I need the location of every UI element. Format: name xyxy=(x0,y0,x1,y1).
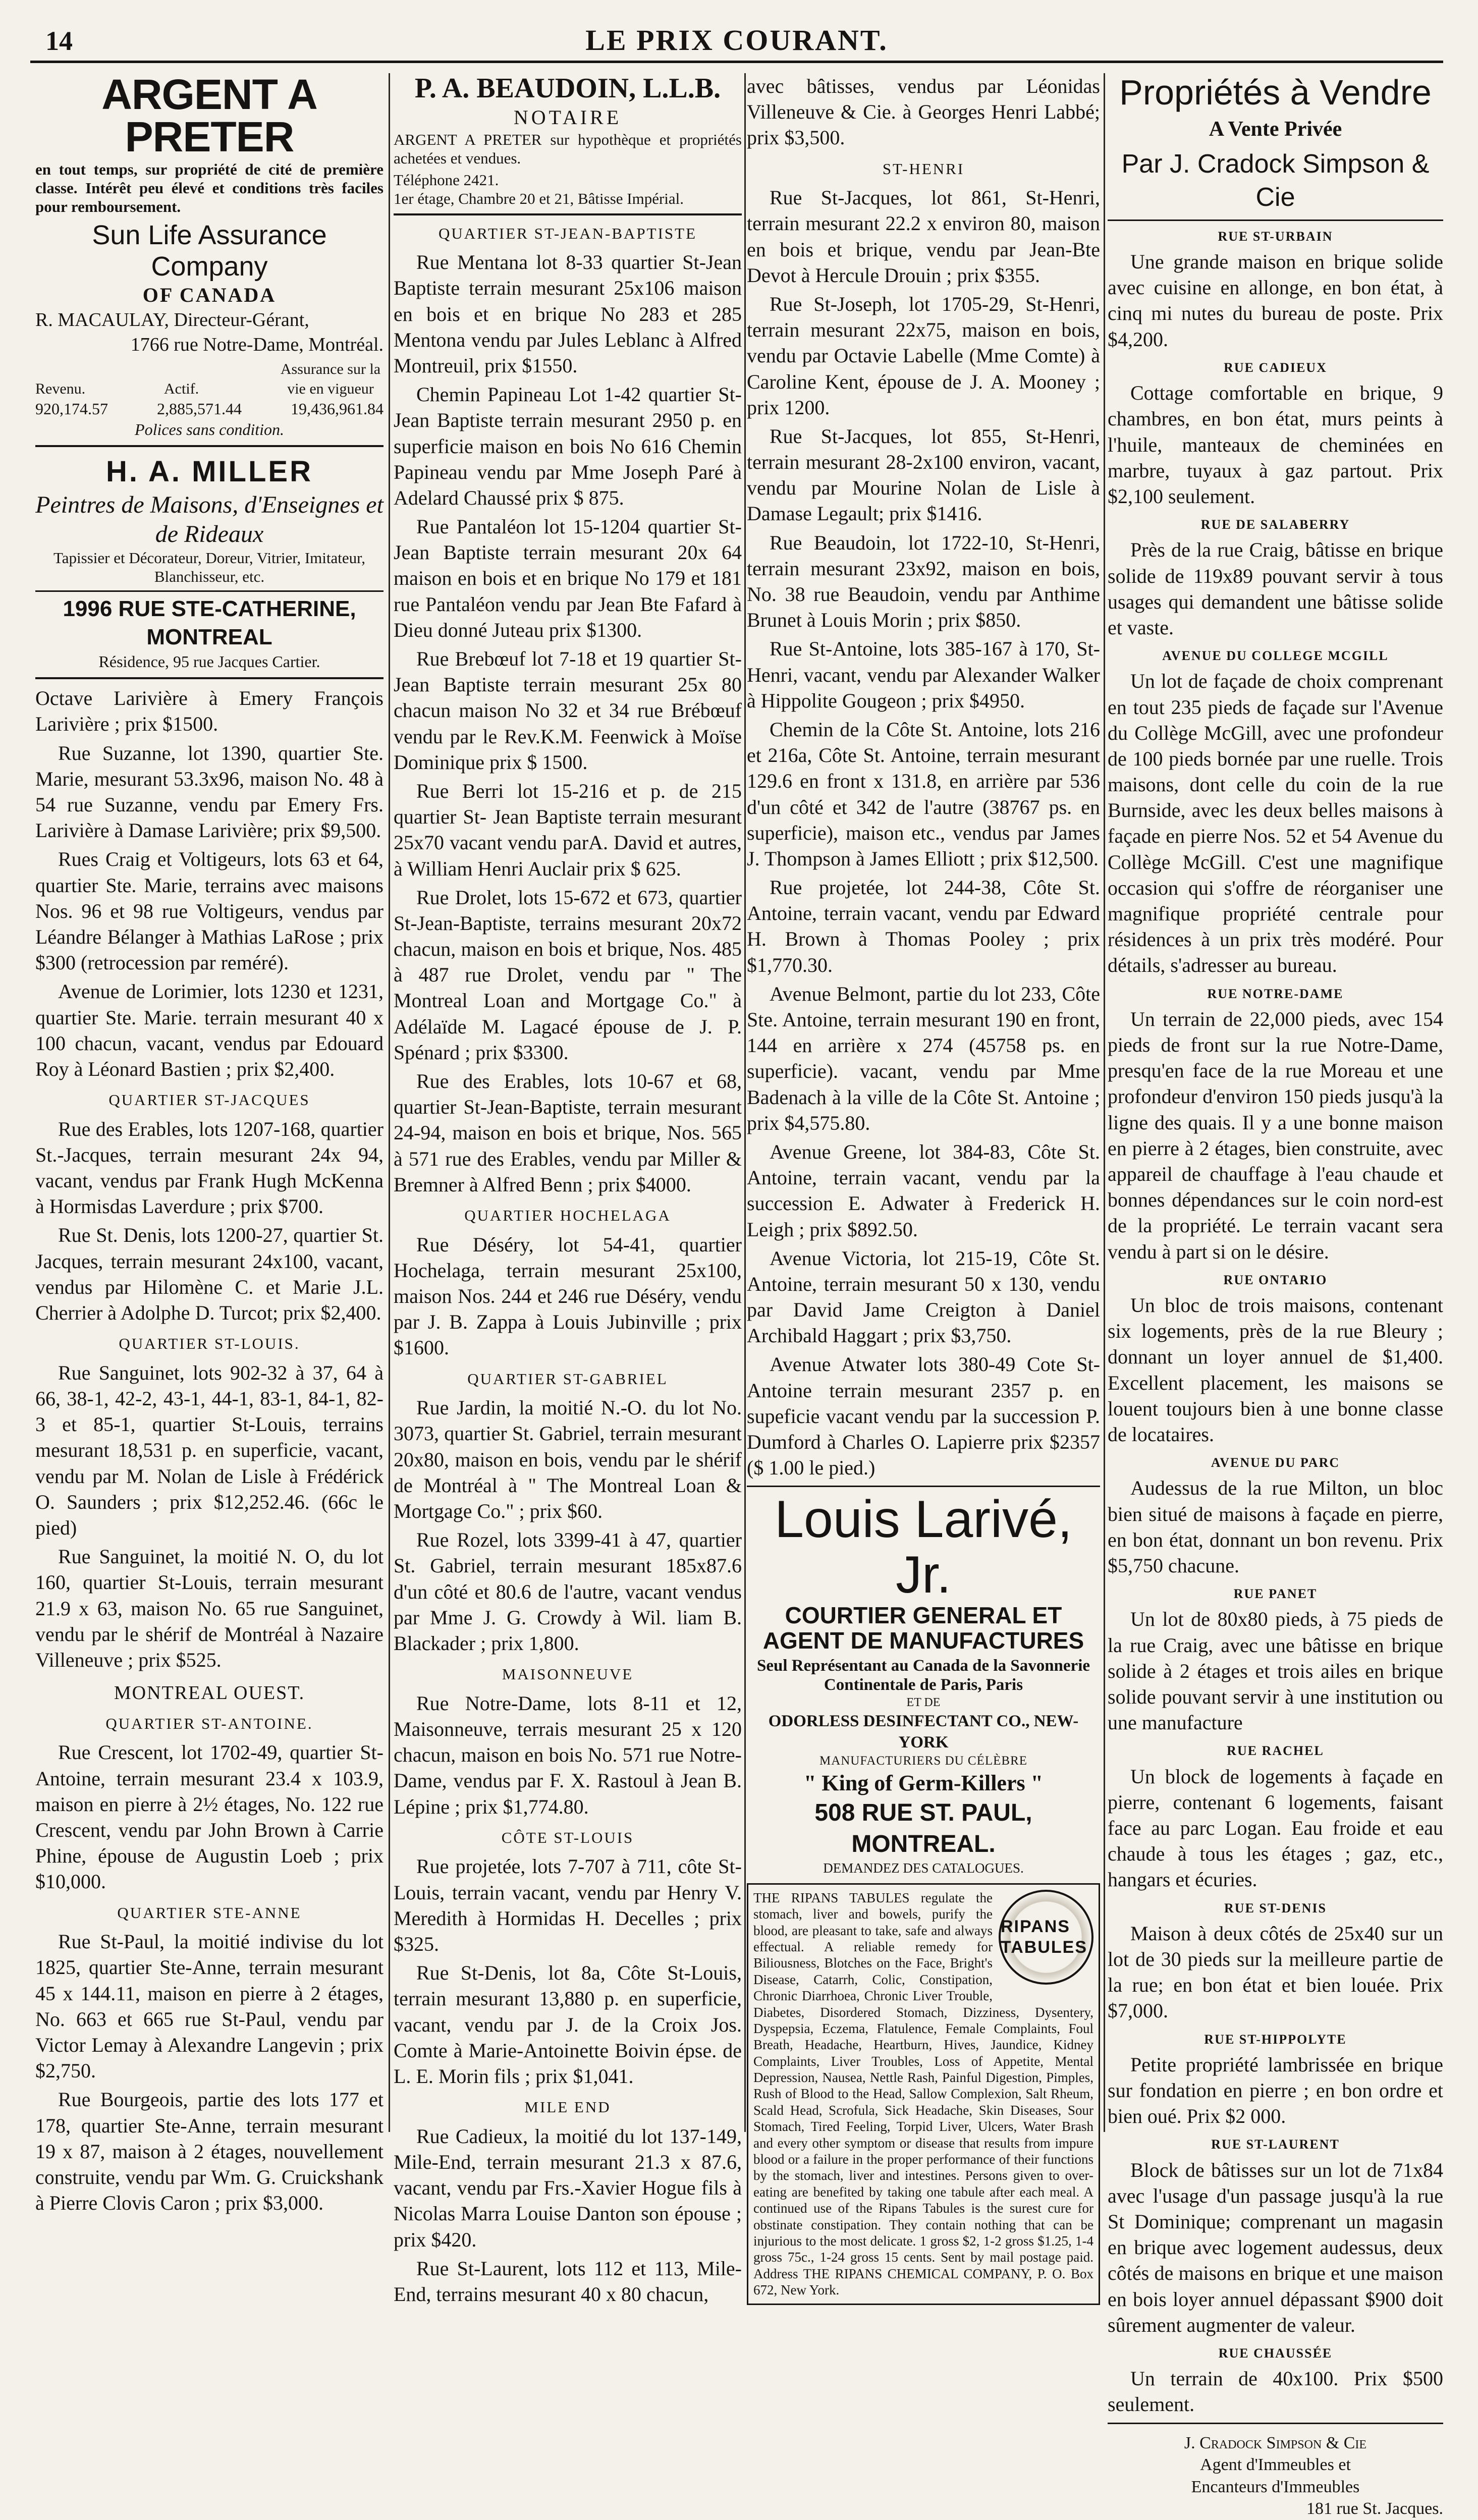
signature-line: Agent d'Immeubles et xyxy=(1200,2455,1351,2475)
beaudoin-ad xyxy=(394,73,742,215)
listing-paragraph: Rue Rozel, lots 3399-41 à 47, quartier St. Gabriel, terrain mesurant 185x87.6 d'un côté et 80.6 de l'autre, vacant vendus par Mme J. G. Crowdy à Wil. liam B. Blackader ; prix 1,800. xyxy=(394,1528,742,1655)
section-heading: QUARTIER ST-JACQUES xyxy=(108,1091,310,1109)
listing-paragraph: Chemin Papineau Lot 1-42 quartier St-Jean Baptiste terrain mesurant 2950 p. en superficie maison en bois No 616 Chemin Papineau vendu par Mme Joseph Paré à Adelard Chaussé prix $ 875. xyxy=(394,383,742,509)
larive-ad xyxy=(747,1492,1100,1877)
miller-services: Tapissier et Décorateur, Doreur, Vitrier, Imitateur, Blanchisseur, etc. xyxy=(53,549,365,586)
finance-table-header xyxy=(35,360,384,399)
miller-ad xyxy=(35,453,384,679)
policies-note: Polices sans condition. xyxy=(135,420,284,439)
listing-paragraph: Rue Beaudoin, lot 1722-10, St-Henri, terrain mesurant 23x92, maison en bois, No. 38 rue Beaudoin, vendu par Anthime Brunet à Louis Morin ; prix $850. xyxy=(747,531,1100,632)
header-revenu: Revenu. xyxy=(35,380,86,397)
ad-intro: en tout temps, sur propriété de cité de première classe. Intérêt peu élevé et conditions très faciles pour remboursement. xyxy=(35,160,384,216)
listing-paragraph: Rue Brebœuf lot 7-18 et 19 quartier St-Jean Baptiste terrain mesurant 25x 80 chacun maison No 32 et 34 rue Brébœuf vendu par le Rev.K.M. Feenwick à Moïse Dominique prix $ 1500. xyxy=(394,647,742,774)
miller-trade: Peintres de Maisons, d'Enseignes et de Rideaux xyxy=(35,491,384,547)
sun-life-ad xyxy=(35,73,384,447)
section-heading: CÔTE ST-LOUIS xyxy=(501,1828,634,1846)
finance-table-values xyxy=(35,399,384,419)
listing-paragraph: Rue des Erables, lots 10-67 et 68, quartier St-Jean-Baptiste, terrain mesurant 24-94, maison en bois et brique, Nos. 565 à 571 rue des Erables, vendu par Miller & Bremner à Alfred Benn ; prix $4000. xyxy=(394,1070,742,1196)
section-heading: ST-HENRI xyxy=(882,159,965,178)
miller-name: H. A. MILLER xyxy=(106,455,313,488)
header-actif: Actif. xyxy=(164,380,199,397)
listing-paragraph: Un lot de façade de choix comprenant en tout 235 pieds de façade sur l'Avenue du Collège McGill, avec une profondeur de 100 pieds bornée par une ruelle. Trois maisons, dont celle du coin de la rue Burnside, avec les deux belles maisons à façade en pierre Nos. 52 et 54 Avenue du Collège McGill. C'est une magnifique occasion qui s'offre de réorganiser une magnifique propriété centrale pour résidences à un prix très modéré. Pour détails, s'adresser au bureau. xyxy=(1108,670,1443,977)
divider xyxy=(1108,220,1443,221)
listing-paragraph: Audessus de la rue Milton, un bloc bien situé de maisons à façade en pierre, en bon état, donnant un bon revenu. Prix $5,750 chacune. xyxy=(1108,1476,1443,1577)
listing-paragraph: Maison à deux côtés de 25x40 sur un lot de 30 pieds sur la meilleure partie de la rue; en bon état et bien louée. Prix $7,000. xyxy=(1108,1922,1443,2022)
section-heading: RUE ONTARIO xyxy=(1223,1272,1328,1287)
listing-paragraph: Rue Notre-Dame, lots 8-11 et 12, Maisonneuve, terrais mesurant 25 x 120 chacun, maison en bois No. 571 rue Notre-Dame, vendus par F. X. Rastoul à Jean B. Lépine ; prix $1,774.80. xyxy=(394,1691,742,1818)
listing-paragraph: Une grande maison en brique solide avec cuisine en allonge, en bon état, à cinq mi nutes du bureau de poste. Prix $4,200. xyxy=(1108,250,1443,351)
listing-paragraph: Avenue Atwater lots 380-49 Cote St-Antoine terrain mesurant 2357 p. en supeficie vacant vendu par la succession P. Dumford à Charles O. Lapierre prix $2357 ($ 1.00 le pied.) xyxy=(747,1353,1100,1480)
section-heading: MONTREAL OUEST. xyxy=(114,1682,305,1704)
divider xyxy=(747,1486,1100,1487)
listing-paragraph: Rues Craig et Voltigeurs, lots 63 et 64, quartier Ste. Marie, terrains avec maisons Nos. 96 et 98 rue Voltigeurs, vendus par Léandre Bélanger à Mathias LaRose ; prix $300 (retrocession par reméré). xyxy=(35,848,384,974)
listing-paragraph: Rue St-Paul, la moitié indivise du lot 1825, quartier Ste-Anne, terrain mesurant 45 x 144.11, maison en pierre à 2 étages, No. 663 et 665 rue St-Paul, vendu par Victor Lemay à Alexandre Langevin ; prix $2,750. xyxy=(35,1930,384,2083)
signature-name: J. Cradock Simpson & Cie xyxy=(1184,2433,1367,2452)
listing-paragraph: Rue Mentana lot 8-33 quartier St-Jean Baptiste terrain mesurant 25x106 maison en bois et en brique No 283 et 285 Mentona vendu par Jules Leblanc à Alfred Montreuil, prix $1550. xyxy=(394,251,742,377)
listing-paragraph: Avenue Victoria, lot 215-19, Côte St. Antoine, terrain mesurant 50 x 130, vendu par David Jame Creigton à Daniel Archibald Haggart ; prix $3,750. xyxy=(747,1246,1100,1347)
listing-paragraph: Cottage comfortable en brique, 9 chambres, en bon état, murs peints à l'huile, manteaux de cheminées en marbre, tuyaux à gaz partout. Prix $2,100 seulement. xyxy=(1108,381,1443,508)
company-country: OF CANADA xyxy=(142,283,277,306)
section-heading: RUE CHAUSSÉE xyxy=(1218,2345,1333,2361)
notary-line: ARGENT A PRETER sur hypothèque et propriétés achetées et vendues. xyxy=(394,130,742,167)
section-heading: AVENUE DU PARC xyxy=(1211,1455,1340,1470)
company-address: 1766 rue Notre-Dame, Montréal. xyxy=(130,334,384,355)
listing-paragraph: Rue projetée, lot 244-38, Côte St. Antoine, terrain vacant, vendu par Edward H. Brown à Thomas Pooley ; prix $1,770.30. xyxy=(747,876,1100,976)
value-actif: 2,885,571.44 xyxy=(157,399,242,418)
signature-line: Encanteurs d'Immeubles xyxy=(1191,2477,1360,2496)
listing-paragraph: Rue Drolet, lots 15-672 et 673, quartier St-Jean-Baptiste, terrains mesurant 20x72 chacun, maison en bois et brique, Nos. 485 à 487 rue Drolet, vendu par " The Montreal Loan and Mortgage Co." à Adélaïde M. Lagacé épouse de J. P. Spénard ; prix $3300. xyxy=(394,886,742,1064)
column-2 xyxy=(394,73,742,2306)
section-heading: RUE ST-HIPPOLYTE xyxy=(1204,2032,1347,2047)
column-divider xyxy=(1104,73,1105,2132)
company-name: Sun Life Assurance Company xyxy=(92,220,327,282)
listing-paragraph: Rue St-Denis, lot 8a, Côte St-Louis, terrain mesurant 13,880 p. en superficie, vacant, vendu par J. de la Croix Jos. Comte à Marie-Antoinette Boivin épse. de L. E. Morin fils ; prix $1,041. xyxy=(394,1961,742,2088)
listing-paragraph: avec bâtisses, vendus par Léonidas Villeneuve & Cie. à Georges Henri Labbé; prix $3,500. xyxy=(747,75,1100,149)
larive-rep: Seul Représentant au Canada de la Savonnerie Continentale de Paris, Paris xyxy=(756,1656,1090,1694)
column-divider xyxy=(389,73,390,2132)
listing-paragraph: Rue St-Laurent, lots 112 et 113, Mile-End, terrains mesurant 40 x 80 chacun, xyxy=(394,2257,742,2306)
section-heading: MAISONNEUVE xyxy=(502,1665,634,1683)
listing-paragraph: Rue Sanguinet, la moitié N. O, du lot 160, quartier St-Louis, terrain mesurant 21.9 x 63, maison No. 65 rue Sanguinet, vendu par le shérif de Montréal à Nazaire Villeneuve ; prix $525. xyxy=(35,1545,384,1671)
larive-et-de: ET DE xyxy=(906,1695,941,1709)
listing-paragraph: Rue Déséry, lot 54-41, quartier Hochelaga, terrain mesurant 25x100, maison Nos. 244 et 246 rue Déséry, vendu par J. B. Zappa à Louis Jubinville ; prix $1600. xyxy=(394,1233,742,1359)
larive-catalogue: DEMANDEZ DES CATALOGUES. xyxy=(823,1860,1024,1876)
listing-paragraph: Rue Jardin, la moitié N.-O. du lot No. 3073, quartier St. Gabriel, terrain mesurant 20x80, maison en bois, vendu par le shérif de Montréal à " The Montreal Loan & Mortgage Co." ; prix $60. xyxy=(394,1396,742,1522)
header-assurance: Assurance sur la vie en vigueur xyxy=(280,361,381,397)
listing-paragraph: Rue Cadieux, la moitié du lot 137-149, Mile-End, terrain mesurant 21.3 x 87.6, vacant, vendu par Frs.-Xavier Hogue fils à Nicolas Marra Louise Danton son épouse ; prix $420. xyxy=(394,2124,742,2251)
value-assurance: 19,436,961.84 xyxy=(291,399,384,418)
listing-paragraph: Petite propriété lambrissée en brique sur fondation en pierre ; en bon ordre et bien oué. Prix $2 000. xyxy=(1108,2053,1443,2128)
larive-product: " King of Germ-Killers " xyxy=(803,1771,1044,1796)
listing-paragraph: Un block de logements à façade en pierre, contenant 6 logements, faisant face au parc Logan. Eau froide et eau chaude à tous les étages ; gaz, etc., hangars et écuries. xyxy=(1108,1765,1443,1891)
larive-makers: MANUFACTURIERS DU CÉLÈBRE xyxy=(819,1754,1028,1768)
section-heading: QUARTIER HOCHELAGA xyxy=(464,1206,671,1224)
larive-address: 508 RUE ST. PAUL, MONTREAL. xyxy=(814,1799,1032,1857)
miller-residence: Résidence, 95 rue Jacques Cartier. xyxy=(98,652,320,671)
listing-paragraph: Près de la rue Craig, bâtisse en brique solide de 119x89 pouvant servir à tous usages qui demandent une bâtisse solide et vaste. xyxy=(1108,538,1443,639)
listing-paragraph: Un lot de 80x80 pieds, à 75 pieds de la rue Craig, avec une bâtisse en brique solide à 2 étages et trois ailes en brique solide pouvant servir à une institution ou une manufacture xyxy=(1108,1608,1443,1734)
notary-title: NOTAIRE xyxy=(513,105,622,129)
listing-paragraph: Rue St-Antoine, lots 385-167 à 170, St-Henri, vacant, vendu par Alexander Walker à Hippolite Gougeon ; prix $4950. xyxy=(747,637,1100,712)
listing-paragraph: Rue Suzanne, lot 1390, quartier Ste. Marie, mesurant 53.3x96, maison No. 48 à 54 rue Suzanne, vendu par Emery Frs. Larivière à Damase Larivière; prix $9,500. xyxy=(35,741,384,842)
listing-paragraph: Avenue Belmont, partie du lot 233, Côte Ste. Antoine, terrain mesurant 190 en front, 144 en arrière x 274 (45758 ps. en superficie). vacant, vendu par Mme Badenach à la ville de la Côte St. Antoine ; prix $4,575.80. xyxy=(747,982,1100,1134)
section-heading: RUE ST-DENIS xyxy=(1224,1900,1327,1915)
properties-sub: A Vente Privée xyxy=(1209,118,1342,141)
listing-paragraph: Chemin de la Côte St. Antoine, lots 216 et 216a, Côte St. Antoine, terrain mesurant 129.6 en front x 131.8, en arrière par 536 d'un côté et 342 de l'autre (38767 ps. en superficie), maison etc., vendus par James J. Thompson à James Elliott ; prix $12,500. xyxy=(747,718,1100,870)
ripans-seal-icon: RIPANS TABULES xyxy=(999,1890,1093,1985)
listing-paragraph: Avenue de Lorimier, lots 1230 et 1231, quartier Ste. Marie. terrain mesurant 40 x 100 chacun, vacant, vendus par Edouard Roy à Léonard Bastien ; prix $2,400. xyxy=(35,980,384,1080)
value-revenu: 920,174.57 xyxy=(35,399,108,418)
listing-paragraph: Rue St-Jacques, lot 861, St-Henri, terrain mesurant 22.2 x environ 80, maison en bois et brique, vendu par Jean-Bte Devot à Hercule Drouin ; prix $355. xyxy=(747,186,1100,287)
listing-paragraph: Rue des Erables, lots 1207-168, quartier St.-Jacques, terrain mesurant 24x 94, vacant, vendus par Frank Hugh McKenna à Hormisdas Laverdure ; prix $700. xyxy=(35,1117,384,1218)
section-heading: MILE END xyxy=(524,2098,611,2116)
listing-paragraph: Un terrain de 22,000 pieds, avec 154 pieds de front sur la rue Notre-Dame, presqu'en face de la rue Moreau et une profondeur d'environ 150 pieds jusqu'à la ligne des quais. Il y a une bonne maison en pierre à 2 étages, bien construite, avec appareil de chauffage à l'eau chaude et bonnes dépendances sur le coin nord-est de la propriété. Le terrain vacant sera vendu à part si on le désire. xyxy=(1108,1007,1443,1263)
notary-phone: Téléphone 2421. xyxy=(394,171,499,189)
journal-title: LE PRIX COURANT. xyxy=(585,24,888,57)
column-4 xyxy=(1108,73,1443,2518)
ad-headline: ARGENT A PRETER xyxy=(101,71,317,160)
properties-headline: Propriétés à Vendre xyxy=(1119,73,1432,112)
listing-paragraph: Rue projetée, lots 7-707 à 711, côte St-Louis, terrain vacant, vendu par Henry V. Meredith à Hormidas H. Decelles ; prix $325. xyxy=(394,1855,742,1955)
miller-address: 1996 RUE STE-CATHERINE, MONTREAL xyxy=(35,590,384,652)
listing-paragraph: Rue St-Jacques, lot 855, St-Henri, terrain mesurant 28-2x100 environ, vacant, vendu par Mourine Nolan de Lisle à Damase Legault; prix $1416. xyxy=(747,424,1100,525)
section-heading: QUARTIER ST-LOUIS. xyxy=(119,1335,300,1353)
section-heading: RUE ST-URBAIN xyxy=(1218,229,1333,244)
section-heading: RUE NOTRE-DAME xyxy=(1207,986,1344,1001)
listing-paragraph: Rue St. Denis, lots 1200-27, quartier St. Jacques, terrain mesurant 24x100, vacant, vendus par Hilomène C. et Marie J.L. Cherrier à Adolphe D. Turcot; prix $2,400. xyxy=(35,1224,384,1325)
divider xyxy=(1108,2423,1443,2424)
section-heading: QUARTIER ST-GABRIEL xyxy=(467,1369,668,1388)
larive-title: COURTIER GENERAL ET AGENT DE MANUFACTURES xyxy=(762,1602,1084,1654)
column-divider xyxy=(744,73,746,2132)
listing-paragraph: Octave Larivière à Emery François Larivière ; prix $1500. xyxy=(35,687,384,736)
column-1 xyxy=(35,71,384,2215)
notary-office: 1er étage, Chambre 20 et 21, Bâtisse Impérial. xyxy=(394,190,684,208)
listing-paragraph: Rue Pantaléon lot 15-1204 quartier St-Jean Baptiste terrain mesurant 20x 64 maison en bois et en brique No 179 et 181 rue Pantaléon vendu par Jean Bte Fafard à Dieu donné Juteau prix $1300. xyxy=(394,515,742,641)
listing-paragraph: Un bloc de trois maisons, contenant six logements, près de la rue Bleury ; donnant un loyer annuel de $1,400. Excellent placement, les maisons se louent toujours bien à une bonne classe de locataires. xyxy=(1108,1294,1443,1446)
larive-name: Louis Larivé, Jr. xyxy=(775,1490,1072,1604)
section-heading: QUARTIER STE-ANNE xyxy=(117,1903,302,1922)
listing-paragraph: Rue Sanguinet, lots 902-32 à 37, 64 à 66, 38-1, 42-2, 43-1, 44-1, 83-1, 84-1, 82-3 et 85-1, quartier St-Louis, terrains mesurant 18,531 p. en superficie, vacant, vendu par M. Nolan de Lisle à Frédérick O. Saunders ; prix $12,252.46. (66c le pied) xyxy=(35,1361,384,1540)
listing-paragraph: Rue St-Joseph, lot 1705-29, St-Henri, terrain mesurant 22x75, maison en bois, vendu par Octavie Labelle (Mme Comte) à Caroline Kent, épouse de J. A. Mooney ; prix 1200. xyxy=(747,292,1100,419)
page-number: 14 xyxy=(45,26,73,56)
properties-by: Par J. Cradock Simpson & Cie xyxy=(1121,149,1430,212)
notary-name: P. A. BEAUDOIN, L.L.B. xyxy=(414,73,721,104)
listing-paragraph: Rue Berri lot 15-216 et p. de 215 quartier St- Jean Baptiste terrain mesurant 25x70 vacant vendu parA. David et autres, à William Henri Auclair prix $ 625. xyxy=(394,779,742,880)
page-header xyxy=(30,20,1443,63)
section-heading: AVENUE DU COLLEGE MCGILL xyxy=(1162,648,1389,664)
section-heading: RUE RACHEL xyxy=(1227,1743,1324,1759)
listing-paragraph: Block de bâtisses sur un lot de 71x84 avec l'usage d'un passage jusqu'à la rue St Dominique; comprenant un magasin en brique avec logement audessus, deux côtés de maisons en brique et une maison en bois loyer annuel dépassant $900 doit sûrement augmenter de valeur. xyxy=(1108,2158,1443,2336)
listing-paragraph: Rue Crescent, lot 1702-49, quartier St-Antoine, terrain mesurant 23.4 x 103.9, maison en pierre à 2½ étages, No. 122 rue Crescent, vendu par John Brown à Carrie Phine, épouse de Augustin Loeb ; prix $10,000. xyxy=(35,1741,384,1893)
ripans-ad xyxy=(747,1883,1100,2305)
listing-paragraph: Avenue Greene, lot 384-83, Côte St. Antoine, terrain vacant, vendu par la succession E. Adwater à Frederick H. Leigh ; prix $892.50. xyxy=(747,1140,1100,1241)
listing-paragraph: Rue Bourgeois, partie des lots 177 et 178, quartier Ste-Anne, terrain mesurant 19 x 87, maison à 2 étages, nouvellement construite, vendu par Wm. G. Cruickshank à Pierre Clovis Caron ; prix $3,000. xyxy=(35,2088,384,2215)
section-heading: RUE DE SALABERRY xyxy=(1200,517,1350,532)
larive-company: ODORLESS DESINFECTANT CO., NEW-YORK xyxy=(768,1712,1079,1751)
section-heading: QUARTIER ST-JEAN-BAPTISTE xyxy=(438,224,697,242)
section-heading: QUARTIER ST-ANTOINE. xyxy=(105,1714,313,1732)
director-line: R. MACAULAY, Directeur-Gérant, xyxy=(35,309,309,331)
ripans-text: THE RIPANS TABULES regulate the stomach, liver and bowels, purify the blood, are pleasant to take, safe and always effectual. A reliable remedy for Biliousness, Blotches on the Face, Bright's Disease, Catarrh, Colic, Constipation, Chronic Diarrhoea, Chronic Liver Trouble, Diabetes, Disordered Stomach, Dizziness, Dysentery, Dyspepsia, Eczema, Flatulence, Female Complaints, Foul Breath, Headache, Heartburn, Hives, Jaundice, Kidney Complaints, Liver Troubles, Loss of Appetite, Mental Depression, Nausea, Nettle Rash, Painful Digestion, Pimples, Rush of Blood to the Head, Sallow Complexion, Salt Rheum, Scald Head, Scrofula, Sick Headache, Skin Diseases, Sour Stomach, Tired Feeling, Torpid Liver, Ulcers, Water Brash and every other symptom or disease that results from impure blood or a failure in the proper performance of their functions by the stomach, liver and intestines. Persons given to over-eating are benefited by taking one tabule after each meal. A continued use of the Ripans Tabules is the surest cure for obstinate constipation. They contain nothing that can be injurious to the most delicate. 1 gross $2, 1-2 gross $1.25, 1-4 gross 75c., 1-24 gross 15 cents. Sent by mail postage paid. Address THE RIPANS CHEMICAL COMPANY, P. O. Box 672, New York. xyxy=(753,1890,1093,2298)
section-heading: RUE ST-LAURENT xyxy=(1211,2137,1340,2152)
signature-address: 181 rue St. Jacques. xyxy=(1306,2499,1443,2518)
section-heading: RUE CADIEUX xyxy=(1224,360,1327,375)
section-heading: RUE PANET xyxy=(1233,1586,1318,1602)
listing-paragraph: Un terrain de 40x100. Prix $500 seulement. xyxy=(1108,2367,1443,2416)
column-3 xyxy=(747,73,1100,2298)
